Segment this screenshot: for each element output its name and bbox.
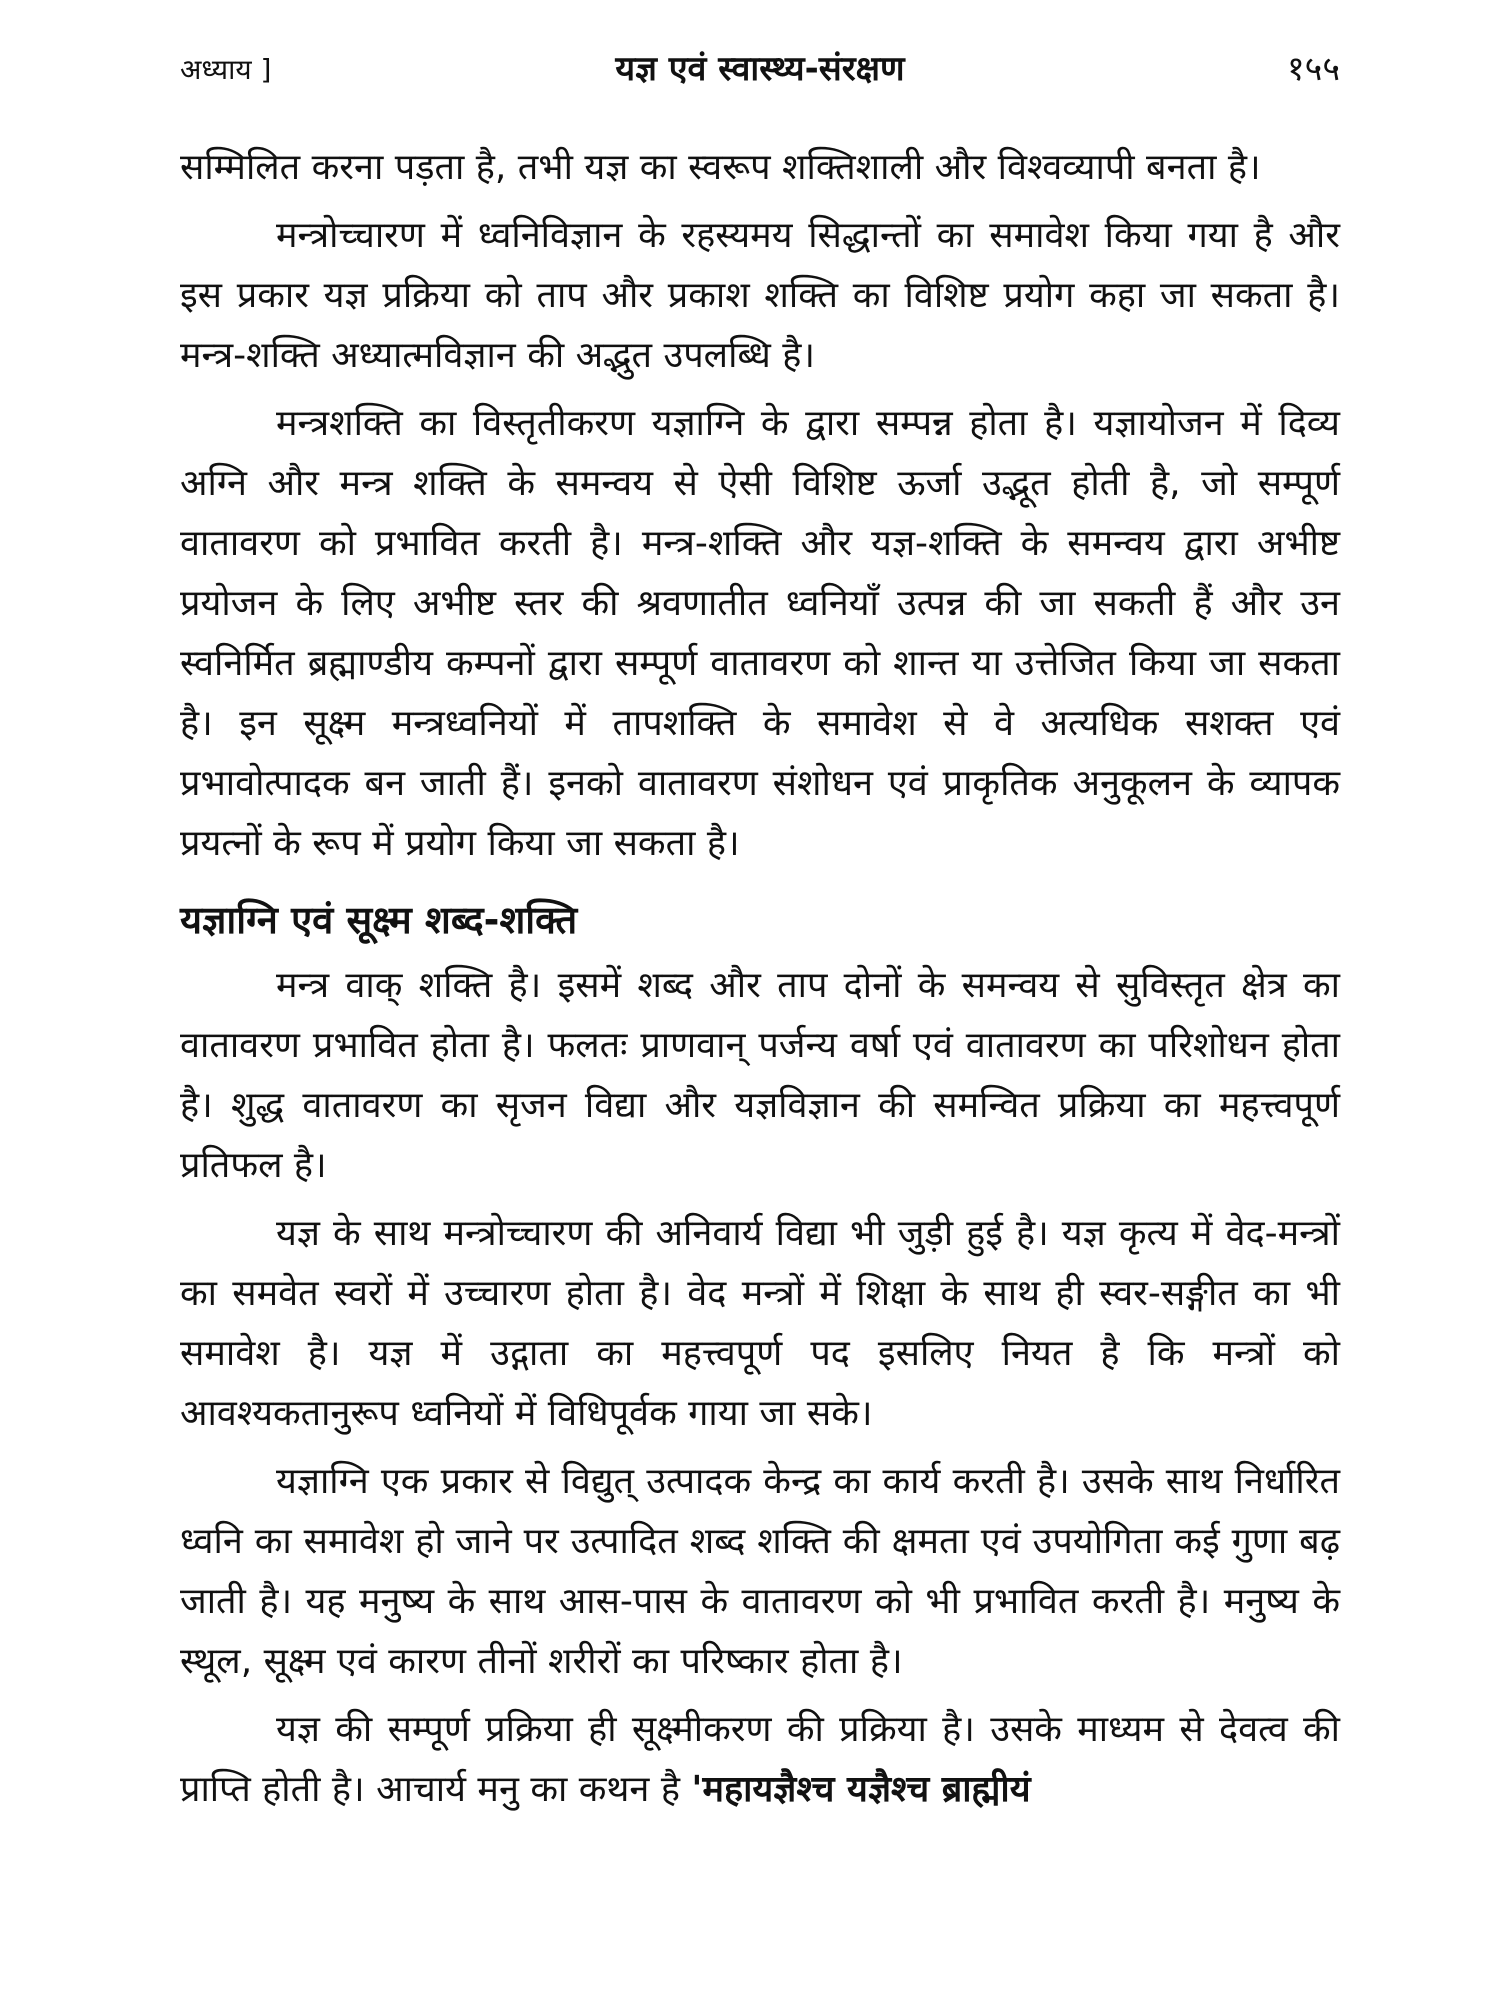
paragraph-text: यज्ञ की सम्पूर्ण प्रक्रिया ही सूक्ष्मीकरण की प्रक्रिया है। उसके माध्यम से देवत्व की प्राप्ति होती है। आचार्य मनु का कथन है (180, 1709, 1340, 1810)
page-number: १५५ (1286, 49, 1340, 89)
paragraph-last (180, 1700, 1340, 1820)
paragraph-continued: सम्मिलित करना पड़ता है, तभी यज्ञ का स्वरूप शक्तिशाली और विश्वव्यापी बनता है। (180, 147, 1261, 188)
running-title: यज्ञ एवं स्वास्थ्य-संरक्षण (615, 49, 905, 89)
section-heading: यज्ञाग्नि एवं सूक्ष्म शब्द-शक्ति (180, 898, 578, 942)
body-text (180, 138, 1340, 1820)
paragraph: मन्त्रोच्चारण में ध्वनिविज्ञान के रहस्यमय सिद्धान्तों का समावेश किया गया है और इस प्रकार यज्ञ प्रक्रिया को ताप और प्रकाश शक्ति का विशिष्ट प्रयोग कहा जा सकता है। मन्त्र-शक्ति अध्यात्मविज्ञान की अद्भुत उपलब्धि है। (180, 215, 1340, 376)
paragraph: यज्ञ के साथ मन्त्रोच्चारण की अनिवार्य विद्या भी जुड़ी हुई है। यज्ञ कृत्य में वेद-मन्त्रों का समवेत स्वरों में उच्चारण होता है। वेद मन्त्रों में शिक्षा के साथ ही स्वर-सङ्गीत का भी समावेश है। यज्ञ में उद्गाता का महत्त्वपूर्ण पद इसलिए नियत है कि मन्त्रों को आवश्यकतानुरूप ध्वनियों में विधिपूर्वक गाया जा सके। (180, 1213, 1340, 1434)
running-head (180, 40, 1340, 104)
book-page (180, 40, 1340, 1940)
paragraph: मन्त्रशक्ति का विस्तृतीकरण यज्ञाग्नि के द्वारा सम्पन्न होता है। यज्ञायोजन में दिव्य अग्नि और मन्त्र शक्ति के समन्वय से ऐसी विशिष्ट ऊर्जा उद्भूत होती है, जो सम्पूर्ण वातावरण को प्रभावित करती है। मन्त्र-शक्ति और यज्ञ-शक्ति के समन्वय द्वारा अभीष्ट प्रयोजन के लिए अभीष्ट स्तर की श्रवणातीत ध्वनियाँ उत्पन्न की जा सकती हैं और उन स्वनिर्मित ब्रह्माण्डीय कम्पनों द्वारा सम्पूर्ण वातावरण को शान्त या उत्तेजित किया जा सकता है। इन सूक्ष्म मन्त्रध्वनियों में तापशक्ति के समावेश से वे अत्यधिक सशक्त एवं प्रभावोत्पादक बन जाती हैं। इनको वातावरण संशोधन एवं प्राकृतिक अनुकूलन के व्यापक प्रयत्नों के रूप में प्रयोग किया जा सकता है। (180, 403, 1340, 864)
sanskrit-quote: 'महायज्ञैश्च यज्ञैश्च ब्राह्मीयं (691, 1769, 1031, 1810)
paragraph: मन्त्र वाक् शक्ति है। इसमें शब्द और ताप दोनों के समन्वय से सुविस्तृत क्षेत्र का वातावरण प्रभावित होता है। फलतः प्राणवान् पर्जन्य वर्षा एवं वातावरण का परिशोधन होता है। शुद्ध वातावरण का सृजन विद्या और यज्ञविज्ञान की समन्वित प्रक्रिया का महत्त्वपूर्ण प्रतिफल है। (180, 965, 1340, 1186)
paragraph: यज्ञाग्नि एक प्रकार से विद्युत् उत्पादक केन्द्र का कार्य करती है। उसके साथ निर्धारित ध्वनि का समावेश हो जाने पर उत्पादित शब्द शक्ति की क्षमता एवं उपयोगिता कई गुणा बढ़ जाती है। यह मनुष्य के साथ आस-पास के वातावरण को भी प्रभावित करती है। मनुष्य के स्थूल, सूक्ष्म एवं कारण तीनों शरीरों का परिष्कार होता है। (180, 1461, 1340, 1682)
chapter-label: अध्याय ] (180, 53, 272, 86)
